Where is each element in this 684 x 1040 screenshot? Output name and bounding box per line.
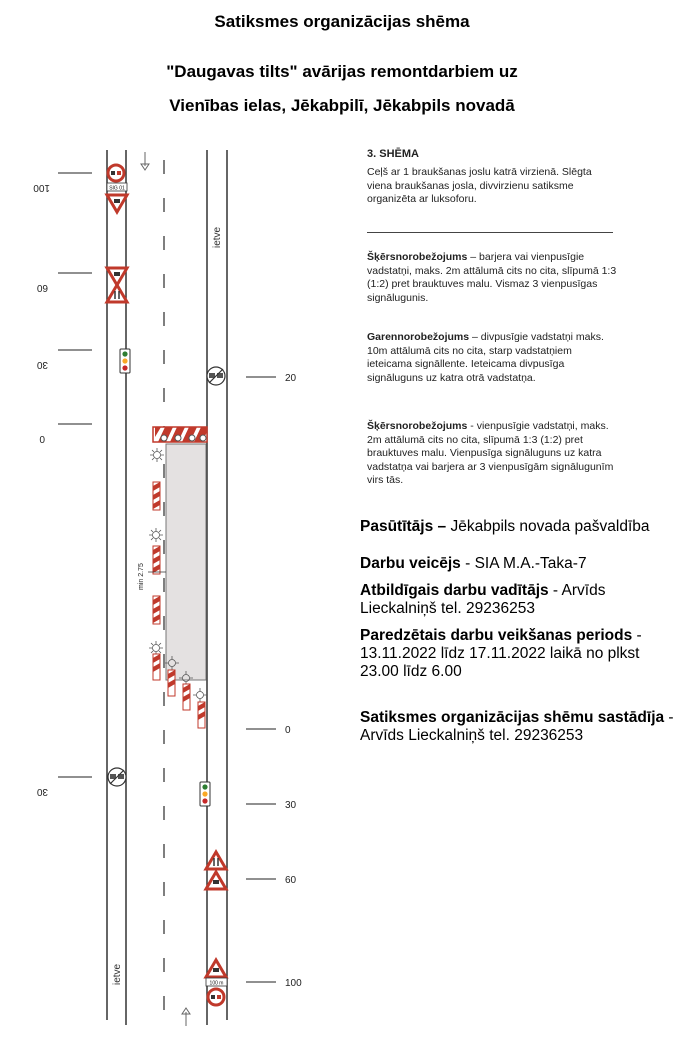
right-distance-label: 60 <box>285 875 297 886</box>
delineator-post <box>198 702 205 728</box>
left-distance-label: 0 <box>39 433 45 444</box>
arrow-down-icon <box>141 152 149 170</box>
right-distance-label: 100 <box>285 978 302 989</box>
road-works-warning-sign-icon <box>206 960 226 977</box>
info-manager <box>360 582 680 618</box>
info-value: - Arvīds Lieckalniņš tel. 29236253 <box>360 582 606 617</box>
info-client <box>360 518 680 536</box>
legend-item-term: Šķērsnorobežojums <box>367 420 468 432</box>
end-of-restriction-sign-icon <box>207 367 225 385</box>
right-distance-label: 0 <box>285 725 291 736</box>
legend-item-text: – barjera vai vienpusīgie vadstatņi, maks. 2m attālumā cits no cita, slīpumā 1:3 (1:2) pret brauktuves malu. Vismaz 3 vienpusīgas signālugunis. <box>367 251 617 304</box>
road-works-warning-sign-icon <box>107 195 127 212</box>
left-distance-label: 30 <box>36 786 48 797</box>
road-works-warning-sign-icon <box>206 872 226 889</box>
delineator-post <box>153 654 160 680</box>
legend-item-term: Garennorobežojums <box>367 331 470 343</box>
sidewalk-label-bottom: ietve <box>112 963 123 985</box>
legend-heading-text: 3. SHĒMA <box>367 148 419 160</box>
legend-item-text: – divpusīgie vadstatņi maks. 10m attālumā cits no cita, starp vadstatņiem ieteicama signāllente. Ieteicama divpusīga signāluguns uz katra otrā vadstatņa. <box>367 331 604 384</box>
work-zone-area <box>166 444 206 680</box>
legend-item <box>367 331 617 385</box>
traffic-light-icon <box>120 349 130 373</box>
left-distance-label: 30 <box>36 359 48 370</box>
delineator-post <box>168 670 175 696</box>
delineator-post <box>183 684 190 710</box>
left-distance-markers <box>33 173 92 797</box>
info-label: Satiksmes organizācijas shēmu sastādīja <box>360 709 665 726</box>
left-distance-label: 60 <box>36 282 48 293</box>
narrowing-warning-sign-icon <box>107 285 127 302</box>
legend-item-term: Šķērsnorobežojums <box>367 251 468 263</box>
no-overtaking-sign-icon <box>208 989 224 1005</box>
info-value: - 13.11.2022 līdz 17.11.2022 laikā no plkst 23.00 līdz 6.00 <box>360 627 642 680</box>
narrowing-warning-sign-icon <box>206 852 226 869</box>
right-distance-markers <box>246 373 302 989</box>
info-author <box>360 709 680 745</box>
end-of-restriction-sign-icon <box>108 768 126 786</box>
sign-plate-text: 100 m <box>209 980 224 987</box>
left-distance-label: 100 <box>33 182 50 193</box>
legend-item <box>367 420 617 488</box>
info-period <box>360 627 680 681</box>
legend-item-text: - vienpusīgie vadstatņi, maks. 2m attālumā cits no cita, slīpumā 1:3 (1:2) pret brauktuves malu. Vienpusīga signāluguns uz katra vadstatņa vai barjera ar 3 vienpusīgām signālugunīm virs tās. <box>367 420 614 487</box>
delineator-post <box>153 482 160 510</box>
info-label: Pasūtītājs – <box>360 518 447 535</box>
right-distance-label: 20 <box>285 373 297 384</box>
arrow-up-icon <box>182 1008 190 1026</box>
min-width-label: min 2.75 <box>138 563 145 590</box>
min-width-dimension <box>138 563 166 590</box>
barrier-top <box>153 427 207 442</box>
info-contractor <box>360 555 680 573</box>
legend-heading <box>367 148 617 162</box>
sign-plate-text: SIG 01 <box>109 185 125 192</box>
sidewalk-label-top: ietve <box>212 226 223 248</box>
traffic-light-icon <box>200 782 210 806</box>
document-subtitle-line1: "Daugavas tilts" avārijas remontdarbiem uz <box>166 62 518 81</box>
legend-item <box>367 251 617 305</box>
info-value: - Arvīds Lieckalniņš tel. 29236253 <box>360 709 674 744</box>
info-value: Jēkabpils novada pašvaldība <box>446 518 650 535</box>
legend-divider <box>367 232 613 233</box>
delineator-post <box>153 546 160 574</box>
document-title: Satiksmes organizācijas shēma <box>214 12 470 31</box>
no-overtaking-sign-icon <box>108 165 124 181</box>
right-distance-label: 30 <box>285 800 297 811</box>
info-label: Darbu veicējs <box>360 555 461 572</box>
legend-intro: Ceļš ar 1 braukšanas joslu katrā virzienā. Slēgta viena braukšanas josla, divvirzienu satiksme organizēta ar luksoforu. <box>367 166 592 206</box>
info-label: Atbildīgais darbu vadītājs <box>360 582 549 599</box>
document-subtitle-line2: Vienības ielas, Jēkabpilī, Jēkabpils novadā <box>169 96 515 115</box>
info-value: - SIA M.A.-Taka-7 <box>460 555 587 572</box>
info-label: Paredzētais darbu veikšanas periods <box>360 627 633 644</box>
delineator-post <box>153 596 160 624</box>
